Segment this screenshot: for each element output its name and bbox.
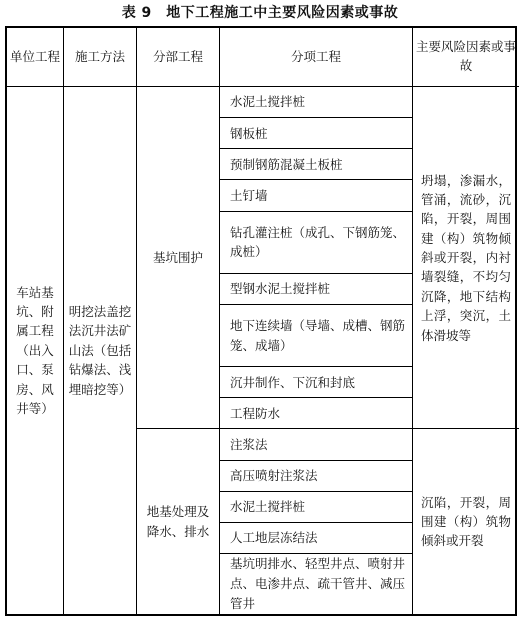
header-method: 施工方法 [64, 28, 137, 87]
risk-cell-2: 沉陷，开裂，周围建（构）筑物倾斜或开裂 [421, 494, 511, 549]
subitem-cell: 钢板桩 [220, 118, 413, 149]
methods-cell: 明挖法盖挖法沉井法矿山法（包括钻爆法、浅埋暗挖等） [64, 87, 137, 614]
subitem-cell: 沉井制作、下沉和封底 [220, 367, 413, 398]
header-division: 分部工程 [137, 28, 220, 87]
subitem-cell: 人工地层冻结法 [220, 523, 413, 554]
subitem-cell: 钻孔灌注桩（成孔、下钢筋笼、成桩） [220, 212, 413, 274]
division-cell-1: 基坑围护 [137, 87, 220, 429]
subitem-cell: 基坑明排水、轻型井点、喷射井点、电渗井点、疏干管井、减压管井 [220, 554, 413, 614]
subitem-cell: 水泥土搅拌桩 [220, 492, 413, 523]
subitem-cell: 高压喷射注浆法 [220, 461, 413, 492]
subitem-cell: 水泥土搅拌桩 [220, 87, 413, 118]
subitem-cell: 地下连续墙（导墙、成槽、钢筋笼、成墙） [220, 305, 413, 367]
subitem-cell: 预制钢筋混凝土板桩 [220, 149, 413, 180]
header-risk: 主要风险因素或事故 [413, 28, 519, 87]
division-cell-2: 地基处理及降水、排水 [137, 429, 220, 614]
unit-name-cell: 车站基坑、附属工程（出入口、泵房、风井等） [7, 87, 64, 614]
subitem-cell: 土钉墙 [220, 180, 413, 211]
subitem-cell: 工程防水 [220, 398, 413, 429]
subitem-cell: 型钢水泥土搅拌桩 [220, 274, 413, 305]
header-unit: 单位工程 [7, 28, 64, 87]
table-title: 表 9 地下工程施工中主要风险因素或事故 [121, 5, 399, 21]
risk-table [5, 26, 517, 616]
subitem-cell: 注浆法 [220, 429, 413, 460]
header-subitem: 分项工程 [220, 28, 413, 87]
risk-cell-1: 坍塌，渗漏水，管涌，流砂，沉陷，开裂，周围建（构）筑物倾斜或开裂，内衬墙裂缝，不均匀沉降，地下结构上浮，突沉，土体滑坡等 [413, 87, 519, 429]
